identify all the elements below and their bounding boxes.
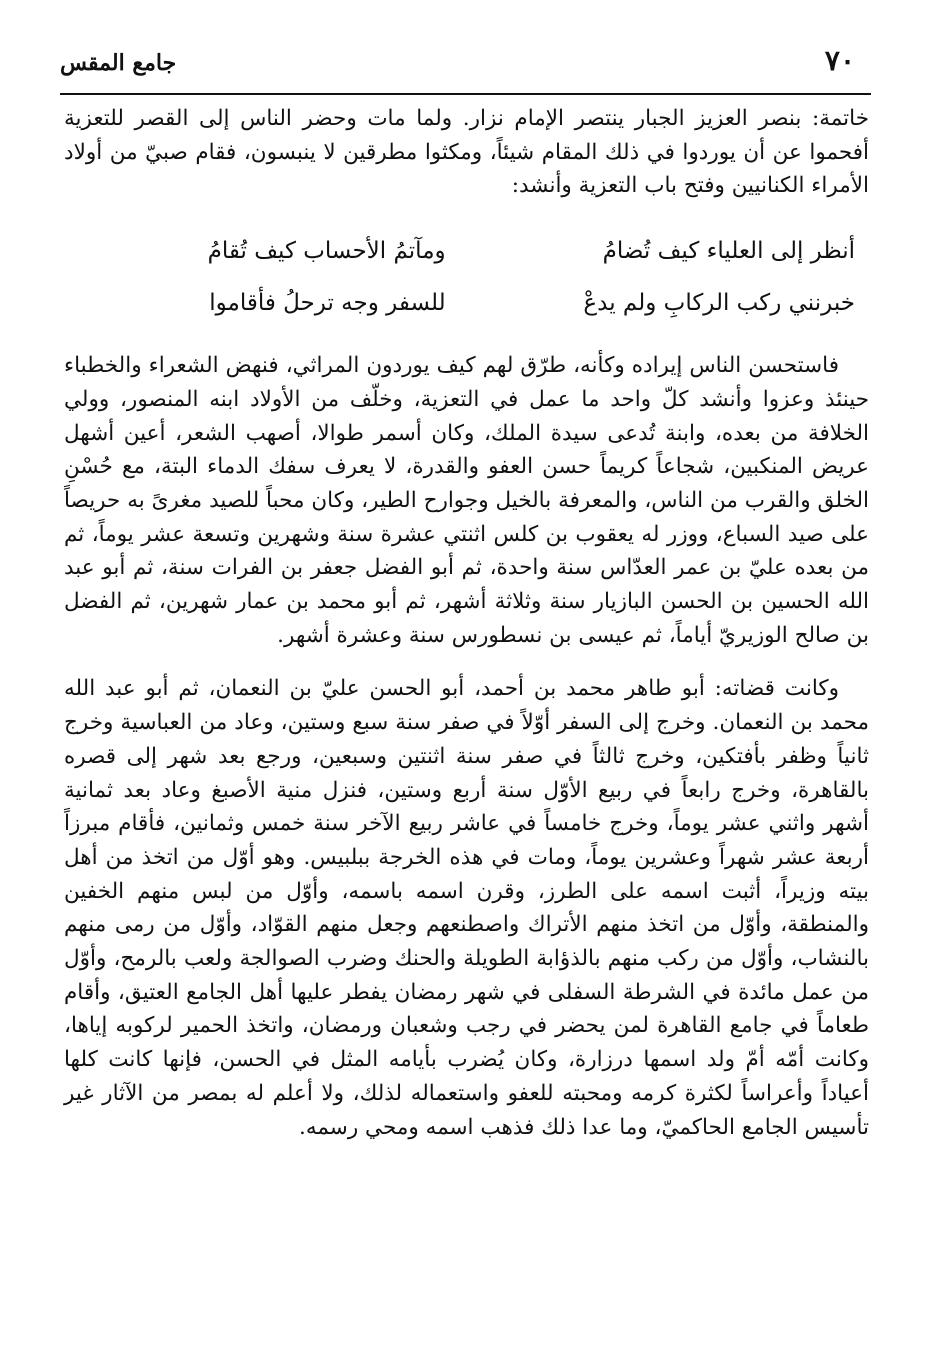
paragraph-intro: خاتمة: بنصر العزيز الجبار ينتصر الإمام نزار. ولما مات وحضر الناس إلى القصر للتعزية أفحموا عن أن يوردوا في ذلك المقام شيئاً، ومكثوا مطرقين لا ينبسون، فقام صبيّ من أولاد الأمراء الكنانيين وفتح باب التعزية وأنشد: (64, 106, 869, 199)
running-title: جامع المقس (60, 50, 177, 76)
page-body (64, 102, 869, 1144)
paragraph-judges: وكانت قضاته: أبو طاهر محمد بن أحمد، أبو الحسن عليّ بن النعمان، ثم أبو عبد الله محمد بن النعمان. وخرج إلى السفر أوّلاً في صفر سنة سبع وستين، وعاد من العباسية وخرج ثانياً وظفر بأفتكين، وخرج ثالثاً في صفر سنة اثنتين وسبعين، ورجع بعد شهر إلى قصره بالقاهرة، وخرج رابعاً في ربيع الأوّل سنة أربع وستين، فنزل منية الأصبغ وعاد بعد ثمانية أشهر واثني عشر يوماً، وخرج خامساً في عاشر ربيع الآخر سنة خمس وثمانين، فأقام مبرزاً أربعة عشر شهراً وعشرين يوماً، ومات في هذه الخرجة ببلبيس. وهو أوّل من اتخذ من أهل بيته وزيراً، أثبت اسمه على الطرز، وقرن اسمه باسمه، وأوّل من لبس منهم الخفين والمنطقة، وأوّل من اتخذ منهم الأتراك واصطنعهم وجعل منهم القوّاد، وأوّل من رمى منهم بالنشاب، وأوّل من ركب منهم بالذؤابة الطويلة والحنك وضرب الصوالجة ولعب بالرمح، وأوّل من عمل مائدة في الشرطة السفلى في شهر رمضان يفطر عليها أهل الجامع العتيق، وأقام طعاماً في جامع القاهرة لمن يحضر في رجب وشعبان ورمضان، واتخذ الحمير لركوبه إياها، وكانت أمّه أمّ ولد اسمها درزارة، وكان يُضرب بأيامه المثل في الحسن، فإنها كانت كلها أعياداً وأعراساً لكثرة كرمه ومحبته للعفو واستعماله لذلك، ولا أعلم له بمصر من الآثار غير تأسيس الجامع الحاكميّ، وما عدا ذلك فذهب اسمه ومحي رسمه. (64, 676, 869, 1140)
poem-verse (124, 225, 855, 277)
page-header (60, 44, 855, 90)
header-rule (60, 93, 871, 95)
paragraph-biography: فاستحسن الناس إيراده وكأنه، طرّق لهم كيف يوردون المراثي، فنهض الشعراء والخطباء حينئذ وعزوا وأنشد كلّ واحد ما عمل في التعزية، وخلّف من الأولاد ابنه المنصور، وولي الخلافة من بعده، وابنة تُدعى سيدة الملك، وكان أسمر طوالا، أصهب الشعر، أعين أشهل عريض المنكبين، شجاعاً كريماً حسن العفو والقدرة، لا يعرف سفك الدماء البتة، مع حُسْنِ الخلق والقرب من الناس، والمعرفة بالخيل وجوارح الطير، وكان محباً للصيد مغرىً به حريصاً على صيد السباع، ووزر له يعقوب بن كلس اثنتي عشرة سنة وشهرين وتسعة عشر يوماً، ثم من بعده عليّ بن عمر العدّاس سنة واحدة، ثم أبو الفضل جعفر بن الفرات سنة، ثم أبو عبد الله الحسين بن الحسن البازيار سنة وثلاثة أشهر، ثم أبو محمد بن عمار شهرين، ثم الفضل بن صالح الوزيريّ أياماً، ثم عيسى بن نسطورس سنة وعشرة أشهر. (64, 353, 869, 648)
poem (124, 225, 855, 329)
verse-second-hemistich: للسفر وجه ترحلُ فأقاموا (209, 290, 446, 317)
verse-first-hemistich: خبرنني ركب الركابِ ولم يدعْ (583, 290, 855, 317)
verse-second-hemistich: ومآتمُ الأحساب كيف تُقامُ (207, 238, 446, 265)
poem-verse (124, 277, 855, 329)
page-number: ٧٠ (824, 44, 855, 77)
verse-first-hemistich: أنظر إلى العلياء كيف تُضامُ (602, 238, 855, 265)
